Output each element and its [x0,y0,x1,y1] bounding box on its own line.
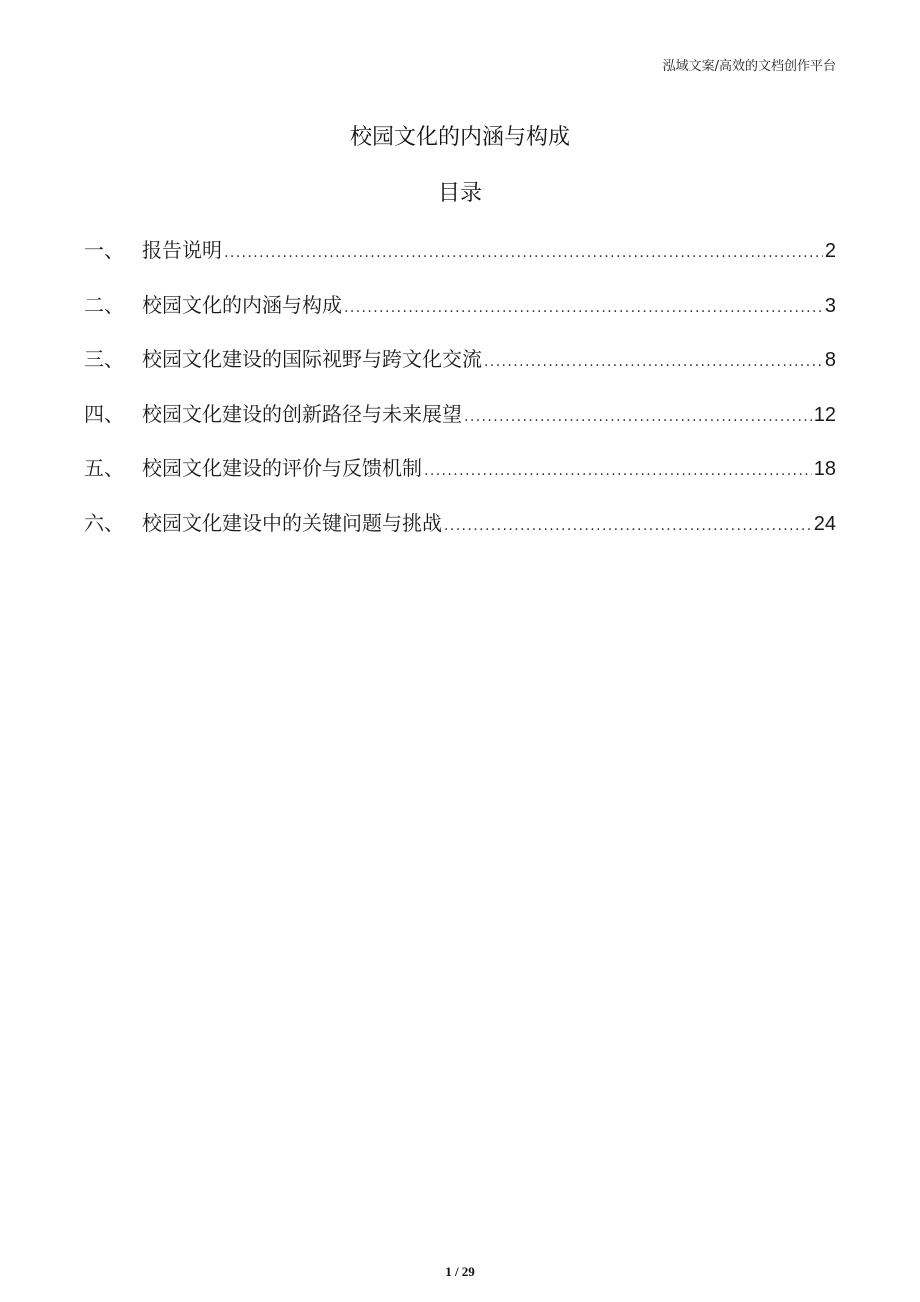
toc-entry-label[interactable]: 校园文化建设中的关键问题与挑战 [142,510,442,535]
toc-entry-page[interactable]: 2 [824,240,836,262]
toc-entry-5[interactable] [84,453,836,508]
toc-entry-number: 五、 [84,456,124,480]
document-title: 校园文化的内涵与构成 [349,125,570,150]
toc-entry-number: 三、 [84,347,124,371]
toc-entry-4[interactable] [84,399,836,454]
toc-dot-leader [224,238,823,268]
page-number: 1 / 29 [445,1264,475,1279]
toc-entry-1[interactable] [84,235,836,290]
toc-entry-number: 一、 [84,238,124,262]
toc-entry-number: 二、 [84,292,124,317]
toc-dot-leader [424,456,812,486]
toc-entry-label[interactable]: 校园文化建设的国际视野与跨文化交流 [142,347,482,371]
toc-entry-6[interactable] [84,508,836,563]
toc-entry-2[interactable] [84,290,836,345]
toc-dot-leader [464,402,812,432]
toc-entry-page[interactable]: 12 [813,403,836,426]
toc-entry-page[interactable]: 8 [824,349,836,371]
toc-entry-number: 六、 [84,510,124,535]
toc-entry-label[interactable]: 报告说明 [142,238,222,262]
toc-dot-leader [444,511,812,541]
toc-entry-number: 四、 [84,401,124,426]
toc-entry-label[interactable]: 校园文化建设的评价与反馈机制 [142,456,422,480]
toc-entry-page[interactable]: 3 [824,294,836,317]
toc-dot-leader [484,347,823,377]
toc-dot-leader [344,293,823,323]
toc-heading: 目录 [437,181,482,206]
toc-entry-label[interactable]: 校园文化建设的创新路径与未来展望 [142,401,462,426]
toc-entry-page[interactable]: 18 [813,458,836,480]
page-header: 泓域文案/高效的文档创作平台 [662,59,836,74]
table-of-contents [84,235,836,562]
toc-entry-page[interactable]: 24 [813,512,836,535]
toc-entry-label[interactable]: 校园文化的内涵与构成 [142,292,342,317]
toc-entry-3[interactable] [84,344,836,399]
